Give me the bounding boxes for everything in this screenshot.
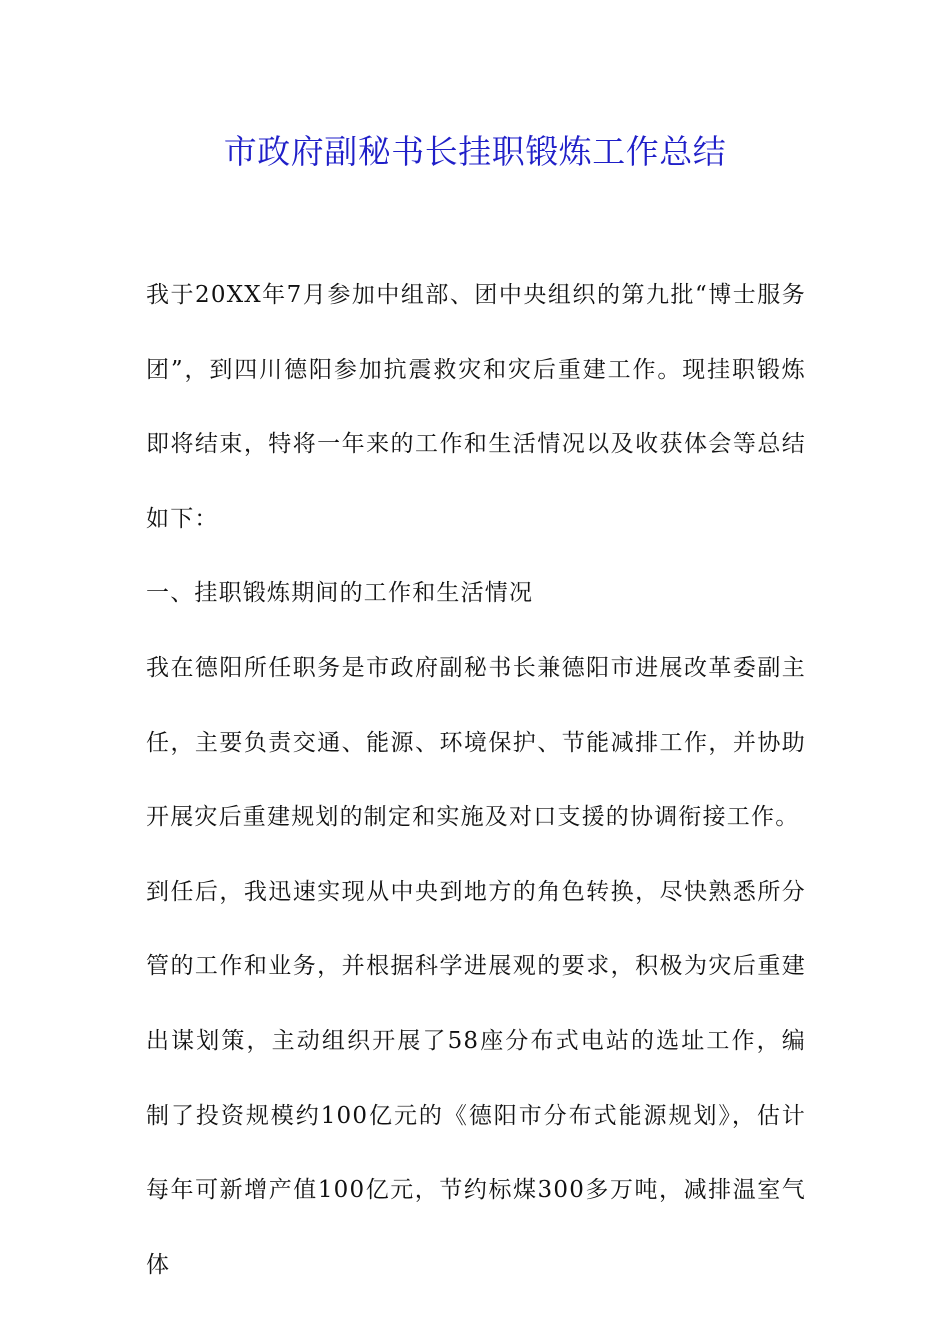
document-body xyxy=(146,258,806,1302)
document-title: 市政府副秘书长挂职锻炼工作总结 xyxy=(223,132,727,171)
section-heading-1: 一、挂职锻炼期间的工作和生活情况 xyxy=(146,580,534,607)
paragraph-intro: 我于20XX年7月参加中组部、团中央组织的第九批“博士服务团”，到四川德阳参加抗震救灾和灾后重建工作。现挂职锻炼即将结束，特将一年来的工作和生活情况以及收获体会等总结如下： xyxy=(146,282,806,532)
paragraph-work: 到任后，我迅速实现从中央到地方的角色转换，尽快熟悉所分管的工作和业务，并根据科学进展观的要求，积极为灾后重建出谋划策，主动组织开展了58座分布式电站的选址工作，编制了投资规模约100亿元的《德阳市分布式能源规划》，估计每年可新增产值100亿元，节约标煤300多万吨，减排温室气体 xyxy=(146,878,806,1278)
paragraph-position: 我在德阳所任职务是市政府副秘书长兼德阳市进展改革委副主任，主要负责交通、能源、环境保护、节能减排工作，并协助开展灾后重建规划的制定和实施及对口支援的协调衔接工作。 xyxy=(146,654,806,831)
